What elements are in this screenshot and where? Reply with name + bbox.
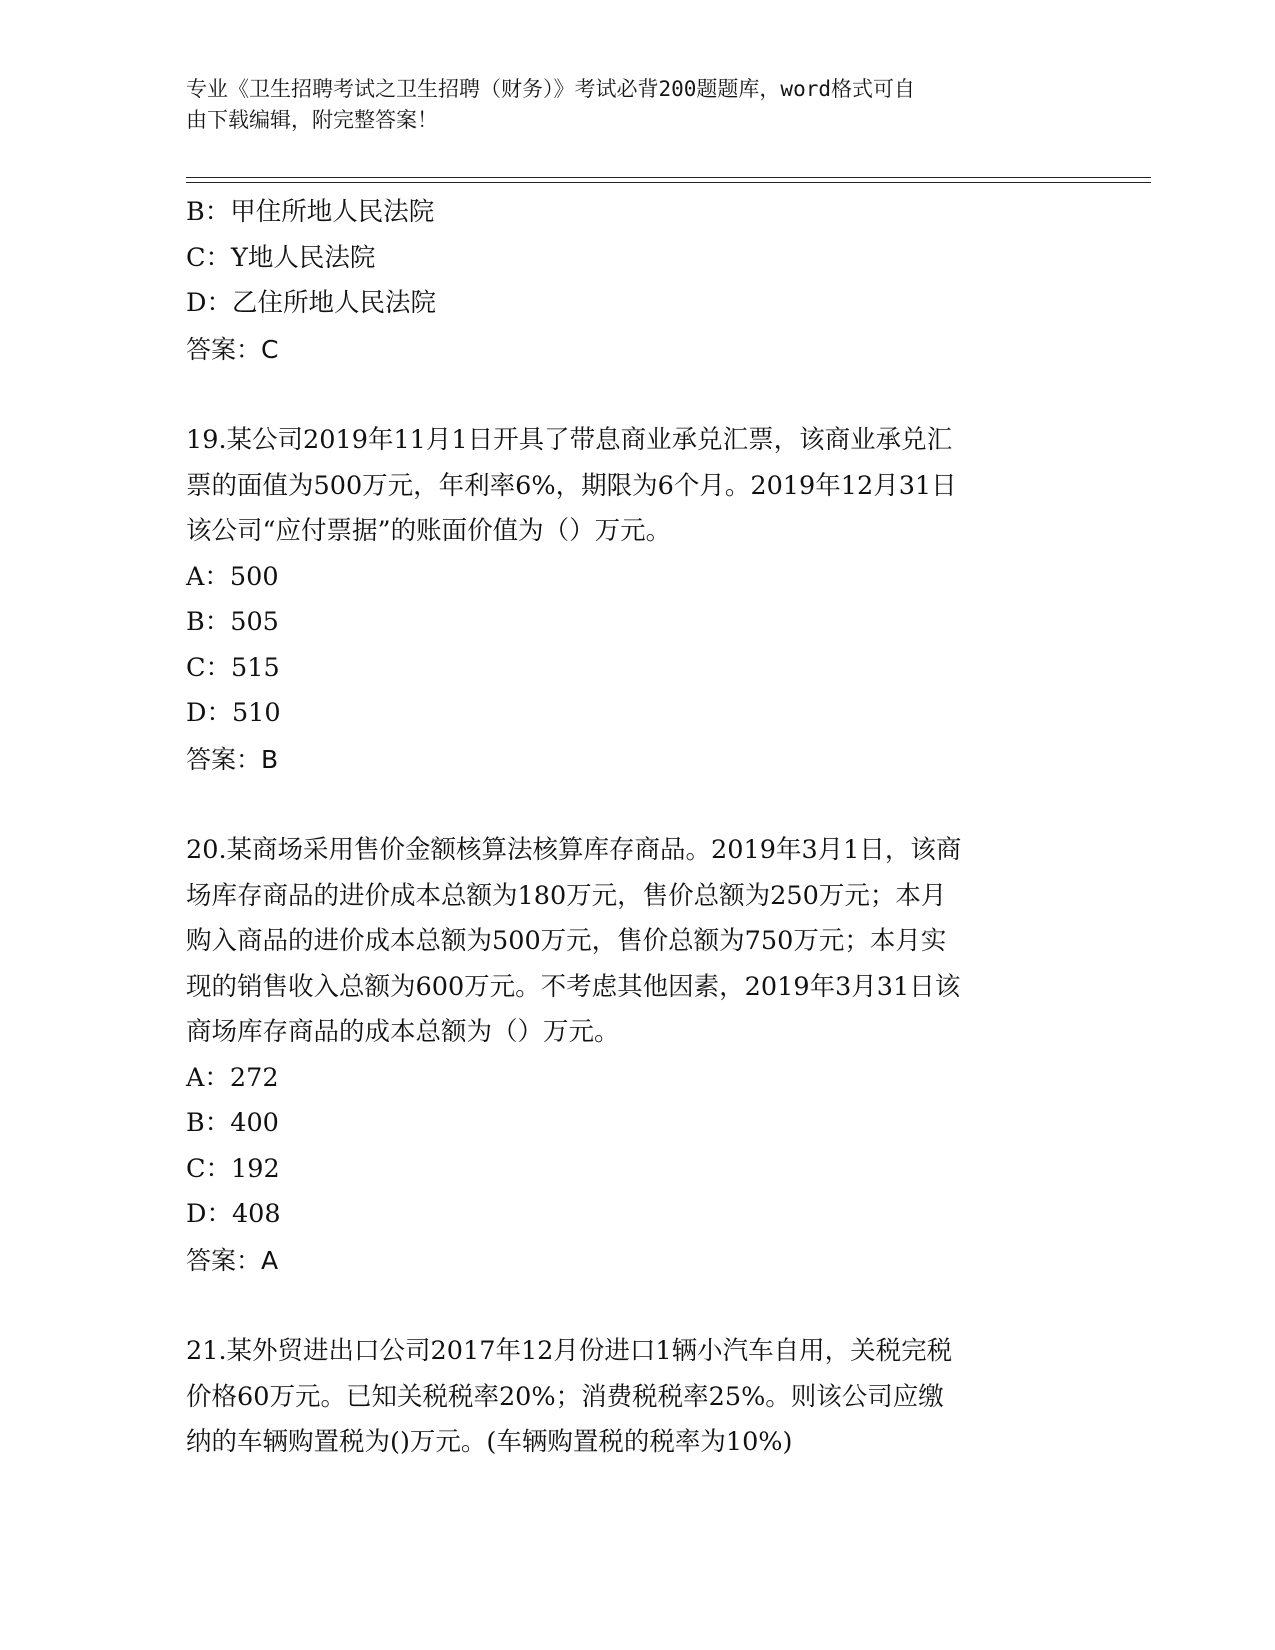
- answer-line: 答案：B: [186, 744, 279, 774]
- option-d: D：乙住所地人民法院: [186, 288, 436, 318]
- option-c: C：515: [186, 652, 280, 683]
- document-header: [186, 74, 1066, 136]
- header-divider-bottom: [186, 182, 1151, 183]
- question-stem-line: 价格60万元。已知关税税率20%；消费税税率25%。则该公司应缴: [186, 1381, 944, 1412]
- question-stem-line: 购入商品的进价成本总额为500万元，售价总额为750万元；本月实: [186, 926, 947, 956]
- question-stem-line: 20.某商场采用售价金额核算法核算库存商品。2019年3月1日，该商: [186, 835, 962, 865]
- option-d: D：510: [186, 698, 281, 728]
- question-stem-line: 该公司“应付票据”的账面价值为（）万元。: [186, 516, 672, 546]
- option-c: C：Y地人民法院: [186, 242, 376, 273]
- option-b: B：甲住所地人民法院: [186, 197, 435, 227]
- question-stem-line: 场库存商品的进价成本总额为180万元，售价总额为250万元；本月: [186, 880, 947, 911]
- spacer: [186, 782, 1086, 828]
- question-stem-line: 21.某外贸进出口公司2017年12月份进口1辆小汽车自用，关税完税: [186, 1336, 953, 1366]
- header-line-1: 专业《卫生招聘考试之卫生招聘（财务）》考试必背200题题库，word格式可自: [186, 77, 915, 101]
- option-b: B：505: [186, 607, 279, 637]
- option-c: C：192: [186, 1153, 280, 1184]
- question-20: [186, 828, 1086, 1283]
- spacer: [186, 1283, 1086, 1329]
- question-stem-line: 现的销售收入总额为600万元。不考虑其他因素，2019年3月31日该: [186, 971, 961, 1002]
- question-stem-line: 票的面值为500万元，年利率6%，期限为6个月。2019年12月31日: [186, 470, 957, 501]
- question-18-continuation: [186, 190, 1086, 372]
- header-line-2: 由下载编辑，附完整答案！: [186, 108, 438, 132]
- option-b: B：400: [186, 1108, 279, 1138]
- answer-line: 答案：C: [186, 334, 279, 364]
- option-d: D：408: [186, 1199, 281, 1229]
- question-21: [186, 1329, 1086, 1466]
- question-19: [186, 418, 1086, 782]
- question-stem-line: 19.某公司2019年11月1日开具了带息商业承兑汇票，该商业承兑汇: [186, 425, 953, 455]
- question-stem-line: 商场库存商品的成本总额为（）万元。: [186, 1017, 620, 1047]
- option-a: A：500: [186, 561, 279, 592]
- spacer: [186, 372, 1086, 418]
- header-divider-top: [186, 177, 1151, 178]
- answer-line: 答案：A: [186, 1245, 279, 1275]
- option-a: A：272: [186, 1062, 279, 1093]
- question-stem-line: 纳的车辆购置税为()万元。(车辆购置税的税率为10%): [186, 1427, 793, 1457]
- document-body: [186, 190, 1086, 1466]
